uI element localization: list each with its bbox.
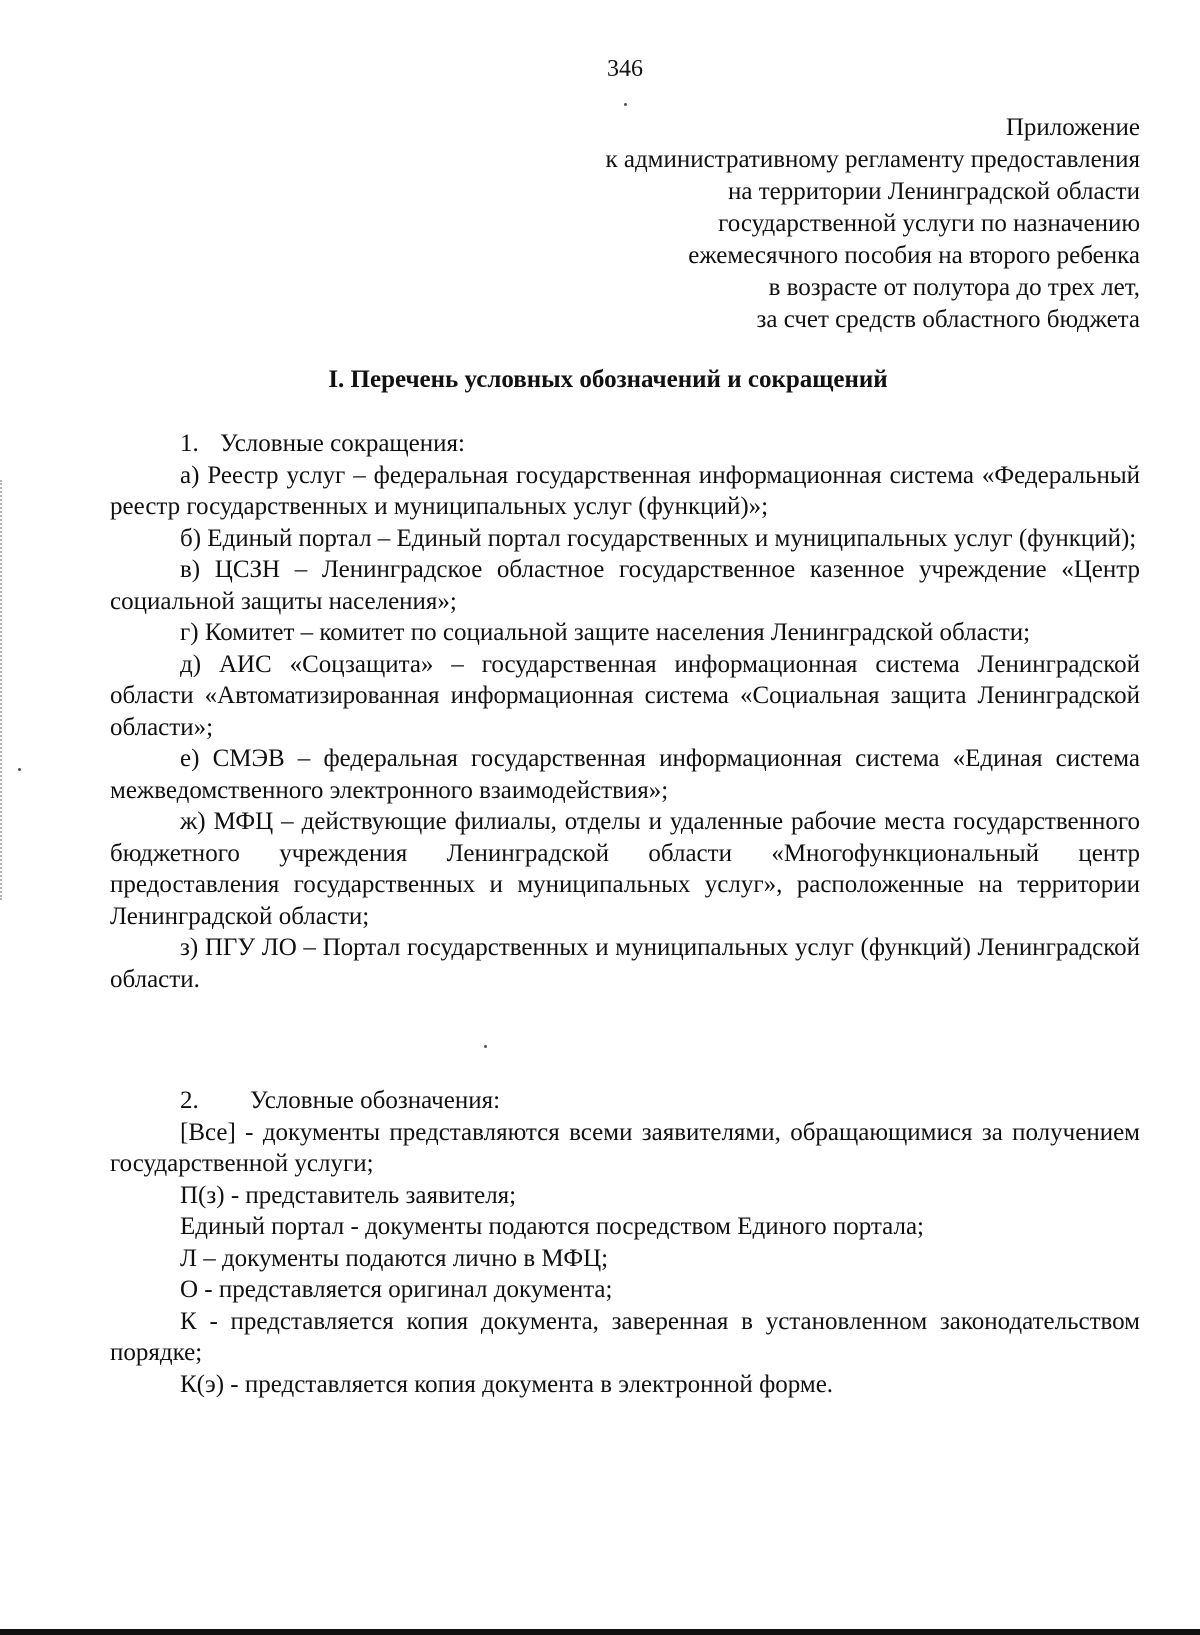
designations-heading	[110, 1085, 1140, 1117]
designation-item: Единый портал - документы подаются посредством Единого портала;	[180, 1213, 924, 1240]
designations-section	[110, 1085, 1140, 1400]
designation-item: К(э) - представляется копия документа в электронной форме.	[180, 1370, 834, 1398]
list-number: 2.	[180, 1087, 199, 1114]
list-number: 1.	[180, 430, 199, 457]
abbreviation-item: г) Комитет – комитет по социальной защите населения Ленинградской области;	[180, 619, 1031, 646]
section-title: I. Перечень условных обозначений и сокращений	[328, 366, 888, 393]
abbreviation-item: в) ЦСЗН – Ленинградское областное государственное казенное учреждение «Центр социальной защиты населения»;	[110, 556, 1140, 615]
designation-item: Л – документы подаются лично в МФЦ;	[180, 1244, 609, 1272]
abbreviation-item: ж) МФЦ – действующие филиалы, отделы и удаленные рабочие места государственного бюджетного учреждения Ленинградской области «Многофункциональный центр предоставления государственных и муниципальных услуг», расположенные на территории Ленинградской области;	[110, 808, 1140, 930]
scan-speck	[484, 1045, 487, 1048]
appendix-line: ежемесячного пособия на второго ребенка	[688, 242, 1140, 269]
appendix-line: в возрасте от полутора до трех лет,	[768, 274, 1140, 301]
appendix-line: Приложение	[1005, 114, 1140, 141]
scan-bottom-border	[0, 1629, 1200, 1635]
abbreviations-section	[110, 428, 1140, 995]
scan-edge-mark	[0, 480, 4, 900]
designation-item: К - представляется копия документа, заверенная в установленном законодательством порядке;	[110, 1307, 1140, 1366]
appendix-line: к административному регламенту предоставления	[605, 146, 1140, 173]
scan-speck	[18, 768, 21, 771]
heading-text: Условные сокращения:	[220, 430, 465, 457]
abbreviation-item: е) СМЭВ – федеральная государственная информационная система «Единая система межведомственного электронного взаимодействия»;	[110, 745, 1140, 804]
appendix-header	[440, 112, 1140, 336]
appendix-line: государственной услуги по назначению	[718, 210, 1140, 237]
abbreviation-item: з) ПГУ ЛО – Портал государственных и муниципальных услуг (функций) Ленинградской области.	[110, 934, 1140, 993]
appendix-line: на территории Ленинградской области	[728, 178, 1140, 205]
abbreviation-item: д) АИС «Соцзащита» – государственная информационная система Ленинградской области «Автоматизированная информационная система «Социальная защита Ленинградской области»;	[110, 650, 1140, 741]
page-number: 346	[607, 56, 643, 82]
designation-item: П(з) - представитель заявителя;	[180, 1181, 517, 1209]
heading-text: Условные обозначения:	[250, 1087, 501, 1114]
abbreviation-item: б) Единый портал – Единый портал государственных и муниципальных услуг (функций);	[180, 524, 1137, 552]
abbreviation-item: а) Реестр услуг – федеральная государственная информационная система «Федеральный реестр государственных и муниципальных услуг (функций)»;	[110, 461, 1140, 520]
abbreviations-heading	[110, 428, 1140, 460]
scan-speck	[624, 103, 627, 106]
designation-item: [Все] - документы представляются всеми заявителями, обращающимися за получением государственной услуги;	[110, 1118, 1140, 1177]
appendix-line: за счет средств областного бюджета	[756, 306, 1140, 333]
designation-item: О - представляется оригинал документа;	[180, 1276, 613, 1303]
